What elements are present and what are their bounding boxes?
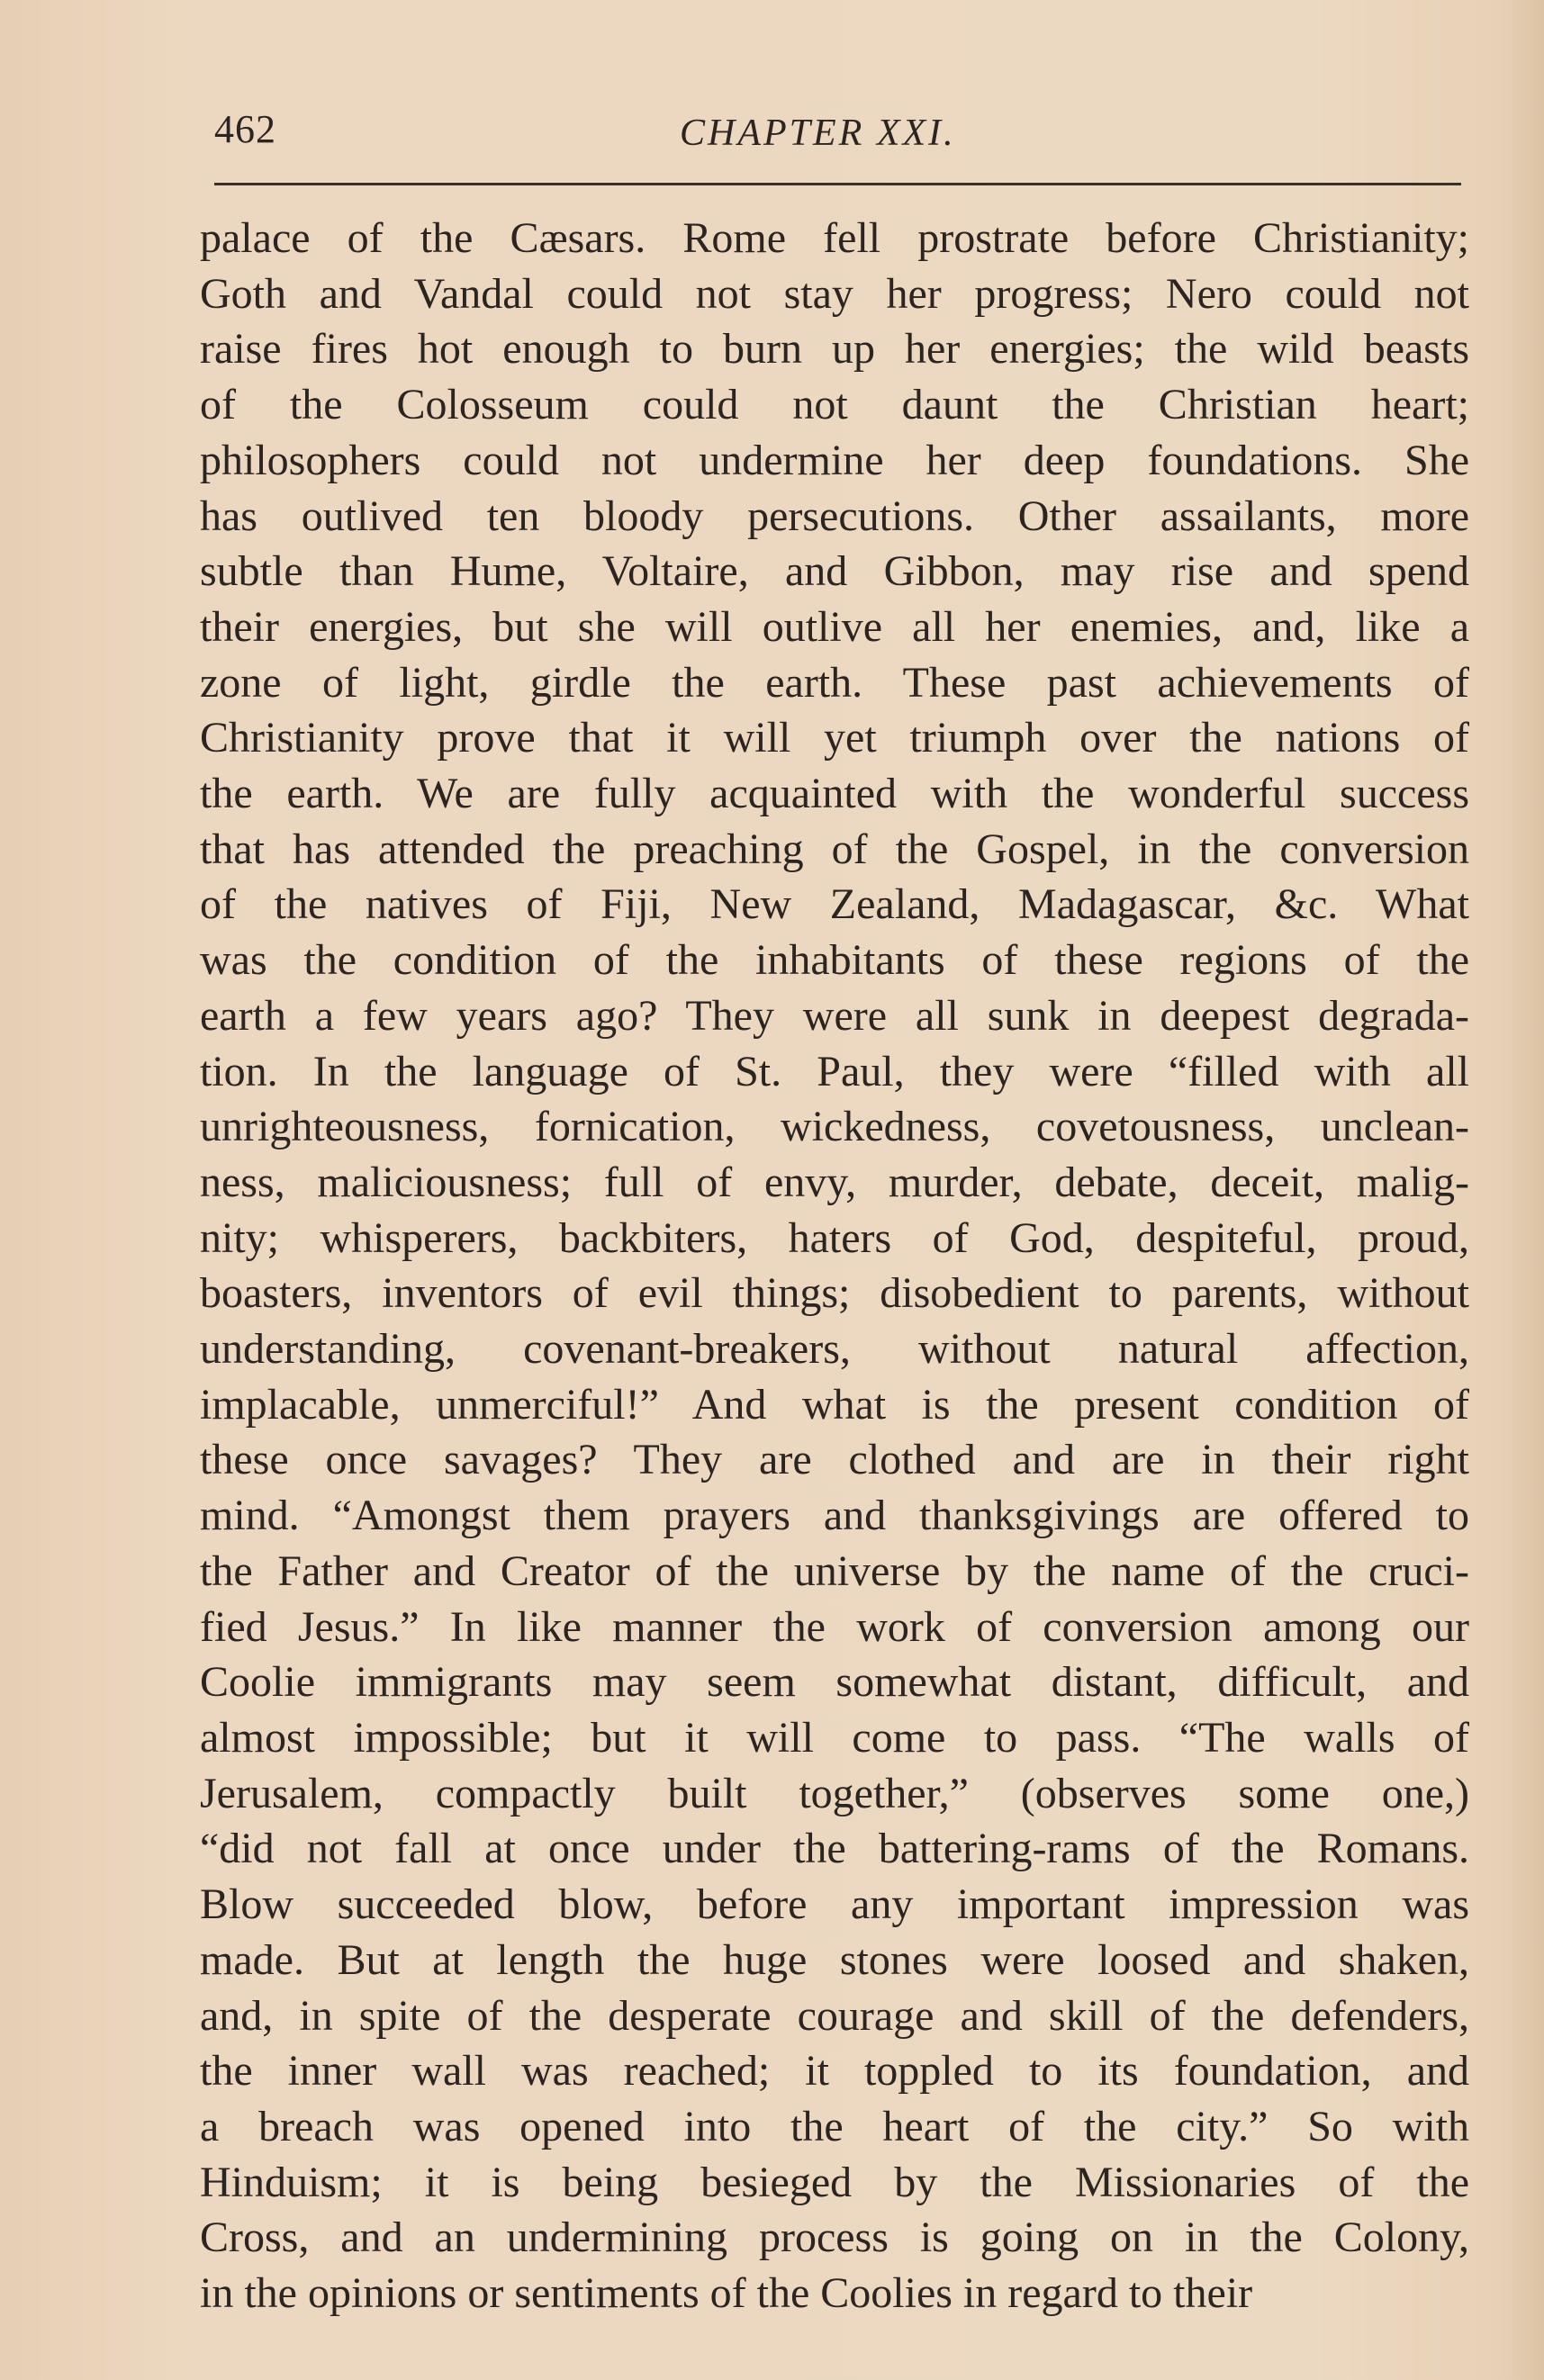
text-line: Christianity prove that it will yet triumph over the nations of (200, 714, 1469, 762)
body-text (200, 211, 1469, 2321)
text-line: was the condition of the inhabitants of these regions of the (200, 936, 1469, 985)
text-line: subtle than Hume, Voltaire, and Gibbon, may rise and spend (200, 547, 1469, 596)
text-line: made. But at length the huge stones were loosed and shaken, (200, 1935, 1469, 1984)
text-line: Jerusalem, compactly built together,” (observes some one,) (200, 1769, 1469, 1817)
text-line: zone of light, girdle the earth. These past achievements of (200, 658, 1469, 707)
text-line: a breach was opened into the heart of the city.” So with (200, 2102, 1469, 2150)
text-line: “did not fall at once under the battering-rams of the Romans. (200, 1825, 1469, 1873)
text-line: raise fires hot enough to burn up her energies; the wild beasts (200, 325, 1469, 374)
text-line: almost impossible; but it will come to pass. “The walls of (200, 1713, 1469, 1762)
header-rule (214, 183, 1461, 185)
text-line: unrighteousness, fornication, wickedness, covetousness, unclean- (200, 1103, 1469, 1151)
text-line: palace of the Cæsars. Rome fell prostrate before Christianity; (200, 214, 1469, 262)
text-line: earth a few years ago? They were all sunk in deepest degrada- (200, 991, 1469, 1040)
page-header (214, 106, 1461, 169)
text-line: the inner wall was reached; it toppled to its foundation, and (200, 2047, 1469, 2096)
text-line: philosophers could not undermine her deep foundations. She (200, 436, 1469, 484)
text-line: tion. In the language of St. Paul, they were “filled with all (200, 1047, 1469, 1095)
text-line: Hinduism; it is being besieged by the Missionaries of the (200, 2158, 1469, 2206)
text-line: Coolie immigrants may seem somewhat distant, difficult, and (200, 1658, 1469, 1707)
text-line: in the opinions or sentiments of the Coolies in regard to their (200, 2269, 1253, 2318)
text-line: has outlived ten bloody persecutions. Other assailants, more (200, 491, 1469, 540)
text-line: Blow succeeded blow, before any important impression was (200, 1880, 1469, 1929)
text-line: mind. “Amongst them prayers and thanksgivings are offered to (200, 1492, 1469, 1540)
running-head: CHAPTER XXI. (680, 113, 956, 154)
text-line: that has attended the preaching of the Gospel, in the conversion (200, 825, 1469, 873)
text-line: the Father and Creator of the universe by the name of the cruci- (200, 1546, 1469, 1595)
text-line: Cross, and an undermining process is going on in the Colony, (200, 2213, 1469, 2262)
text-line: ness, maliciousness; full of envy, murder, debate, deceit, malig- (200, 1158, 1469, 1206)
text-line: nity; whisperers, backbiters, haters of God, despiteful, proud, (200, 1213, 1469, 1262)
text-line: boasters, inventors of evil things; disobedient to parents, without (200, 1269, 1469, 1318)
text-line: fied Jesus.” In like manner the work of conversion among our (200, 1602, 1469, 1651)
text-line: implacable, unmerciful!” And what is the present condition of (200, 1380, 1469, 1429)
text-line: of the natives of Fiji, New Zealand, Madagascar, &c. What (200, 880, 1469, 929)
text-line: Goth and Vandal could not stay her progress; Nero could not (200, 269, 1469, 318)
text-line: these once savages? They are clothed and are in their right (200, 1436, 1469, 1484)
text-line: their energies, but she will outlive all her enemies, and, like a (200, 602, 1469, 651)
page-number: 462 (214, 107, 276, 151)
text-line: the earth. We are fully acquainted with the wonderful success (200, 770, 1469, 818)
text-line: of the Colosseum could not daunt the Christian heart; (200, 381, 1469, 429)
text-line: understanding, covenant-breakers, without natural affection, (200, 1325, 1469, 1374)
text-line: and, in spite of the desperate courage and skill of the defenders, (200, 1991, 1469, 2040)
